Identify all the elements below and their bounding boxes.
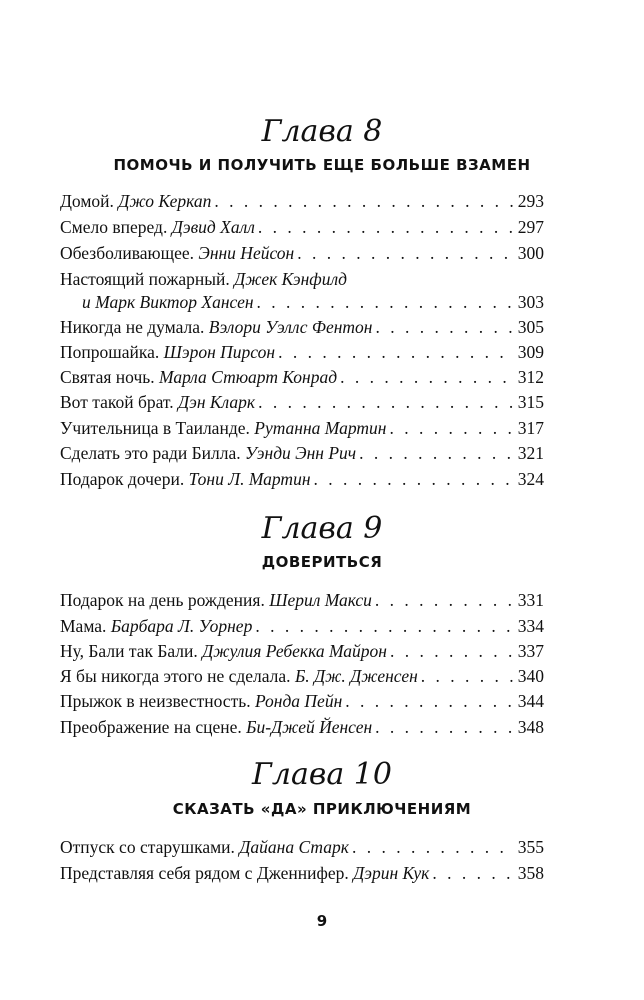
entry-page: 337: [517, 641, 544, 661]
toc-entry: [60, 417, 544, 439]
dot-leader: [258, 216, 515, 238]
entry-page: 321: [517, 443, 544, 463]
toc-entry: [60, 665, 544, 687]
entry-author: Джулия Ребекка Майрон: [202, 641, 387, 661]
entry-page: 358: [517, 863, 544, 883]
entry-title: Я бы никогда этого не сделала.: [60, 666, 291, 686]
entry-author: Уэнди Энн Рич: [245, 443, 357, 463]
dot-leader: [389, 417, 514, 439]
toc-entry: [60, 690, 544, 712]
entry-author: Шэрон Пирсон: [163, 342, 276, 362]
entry-title: Вот такой брат.: [60, 392, 174, 412]
entry-title: Святая ночь.: [60, 367, 155, 387]
entry-page: 312: [517, 367, 544, 387]
dot-leader: [297, 242, 515, 264]
entry-page: 317: [517, 418, 544, 438]
entry-page: 344: [517, 691, 544, 711]
toc-entry: [60, 468, 544, 490]
entry-title: Домой.: [60, 191, 114, 211]
entry-title: Попрошайка.: [60, 342, 160, 362]
entry-author: Би-Джей Йенсен: [246, 717, 373, 737]
dot-leader: [359, 442, 515, 464]
entry-author: Тони Л. Мартин: [188, 469, 311, 489]
toc-entry-first-line: [60, 268, 544, 290]
entry-page: 331: [517, 590, 544, 610]
entry-page: 305: [517, 317, 544, 337]
dot-leader: [257, 291, 515, 313]
entry-title: Преображение на сцене.: [60, 717, 242, 737]
dot-leader: [278, 341, 515, 363]
dot-leader: [376, 316, 515, 338]
toc-entry: [60, 716, 544, 738]
dot-leader: [375, 716, 515, 738]
toc-entry: [60, 190, 544, 212]
entry-title: Настоящий пожарный.: [60, 269, 230, 289]
entry-title: Сделать это ради Билла.: [60, 443, 241, 463]
entry-page: 324: [517, 469, 544, 489]
chapter-title: ПОМОЧЬ И ПОЛУЧИТЬ ЕЩЕ БОЛЬШЕ ВЗАМЕН: [113, 156, 531, 174]
entry-author: Барбара Л. Уорнер: [110, 616, 253, 636]
entry-author: Дэн Кларк: [178, 392, 256, 412]
entry-author: Энни Нейсон: [198, 243, 295, 263]
entry-title: Ну, Бали так Бали.: [60, 641, 198, 661]
dot-leader: [375, 589, 515, 611]
entry-title: Представляя себя рядом с Дженнифер.: [60, 863, 349, 883]
dot-leader: [258, 391, 515, 413]
entry-title: Отпуск со старушками.: [60, 837, 235, 857]
chapter-title: СКАЗАТЬ «ДА» ПРИКЛЮЧЕНИЯМ: [172, 800, 472, 818]
chapter-title: ДОВЕРИТЬСЯ: [261, 553, 383, 571]
entry-author: Джек Кэнфилд: [234, 269, 347, 289]
dot-leader: [314, 468, 515, 490]
dot-leader: [214, 190, 514, 212]
entry-title: Обезболивающее.: [60, 243, 194, 263]
toc-entry: [60, 391, 544, 413]
dot-leader: [345, 690, 514, 712]
entry-author: Вэлори Уэллс Фентон: [208, 317, 373, 337]
toc-entry: [60, 366, 544, 388]
toc-entry: [60, 836, 544, 858]
entry-author: Б. Дж. Дженсен: [294, 666, 418, 686]
entry-title: Мама.: [60, 616, 107, 636]
entry-author: Шерил Макси: [269, 590, 372, 610]
entry-page: 348: [517, 717, 544, 737]
entry-page: 303: [517, 292, 544, 312]
entry-author: Джо Керкап: [118, 191, 212, 211]
dot-leader: [390, 640, 515, 662]
chapter-heading: Глава 10: [252, 757, 392, 792]
toc-entry-continuation: [82, 291, 544, 313]
toc-entry: [60, 242, 544, 264]
entry-page: 315: [517, 392, 544, 412]
dot-leader: [255, 615, 514, 637]
entry-page: 293: [517, 191, 544, 211]
toc-entry: [60, 316, 544, 338]
toc-entry: [60, 862, 544, 884]
toc-entry: [60, 589, 544, 611]
chapter-heading: Глава 9: [261, 511, 383, 546]
entry-title: Никогда не думала.: [60, 317, 205, 337]
dot-leader: [432, 862, 514, 884]
toc-entry: [60, 216, 544, 238]
entry-page: 334: [517, 616, 544, 636]
entry-page: 300: [517, 243, 544, 263]
entry-author: Дайана Старк: [239, 837, 349, 857]
entry-title: Подарок на день рождения.: [60, 590, 265, 610]
toc-entry: [60, 442, 544, 464]
page-number: 9: [316, 912, 328, 930]
entry-author: Дэвид Халл: [171, 217, 255, 237]
dot-leader: [421, 665, 515, 687]
entry-page: 297: [517, 217, 544, 237]
entry-author: Рутанна Мартин: [254, 418, 387, 438]
entry-page: 309: [517, 342, 544, 362]
entry-page: 340: [517, 666, 544, 686]
toc-entry: [60, 341, 544, 363]
entry-author: Ронда Пейн: [254, 691, 343, 711]
toc-entry: [60, 640, 544, 662]
chapter-heading: Глава 8: [261, 114, 383, 149]
entry-title: Смело вперед.: [60, 217, 168, 237]
entry-title: Подарок дочери.: [60, 469, 185, 489]
entry-title: Прыжок в неизвестность.: [60, 691, 251, 711]
entry-author: Дэрин Кук: [353, 863, 430, 883]
dot-leader: [340, 366, 515, 388]
entry-author: Марла Стюарт Конрад: [159, 367, 338, 387]
entry-page: 355: [517, 837, 544, 857]
entry-author-cont: и Марк Виктор Хансен: [82, 292, 254, 312]
dot-leader: [352, 836, 515, 858]
entry-title: Учительница в Таиланде.: [60, 418, 250, 438]
toc-entry: [60, 615, 544, 637]
